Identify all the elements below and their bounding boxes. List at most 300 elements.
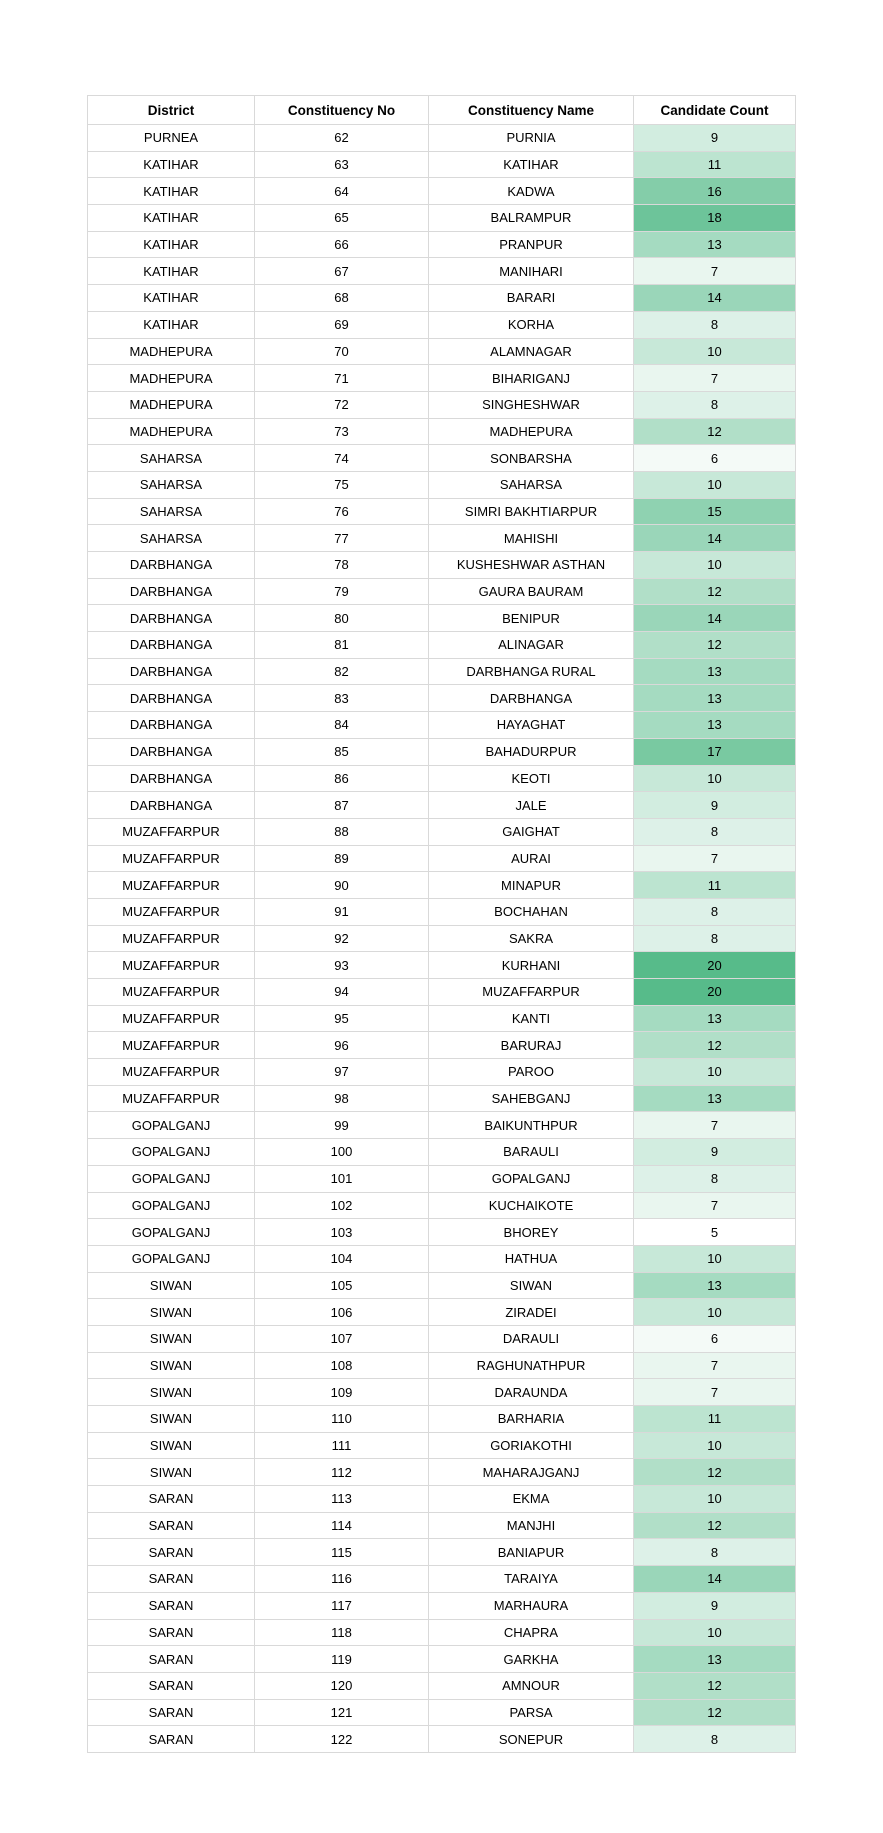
- cell-constituency-no: 99: [255, 1112, 429, 1139]
- table-row: [88, 1539, 796, 1566]
- cell-district: MUZAFFARPUR: [88, 872, 255, 899]
- cell-candidate-count: 10: [634, 1299, 796, 1326]
- cell-district: SARAN: [88, 1512, 255, 1539]
- table-row: [88, 1139, 796, 1166]
- cell-candidate-count: 10: [634, 765, 796, 792]
- constituency-candidate-table: [87, 95, 796, 1753]
- cell-constituency-name: AMNOUR: [429, 1672, 634, 1699]
- cell-district: SARAN: [88, 1672, 255, 1699]
- cell-candidate-count: 8: [634, 898, 796, 925]
- table-row: [88, 952, 796, 979]
- table-row: [88, 1192, 796, 1219]
- cell-constituency-name: HATHUA: [429, 1245, 634, 1272]
- cell-constituency-name: PRANPUR: [429, 231, 634, 258]
- table-row: [88, 445, 796, 472]
- cell-candidate-count: 17: [634, 738, 796, 765]
- cell-constituency-no: 98: [255, 1085, 429, 1112]
- table-row: [88, 1272, 796, 1299]
- cell-constituency-name: ALINAGAR: [429, 632, 634, 659]
- cell-candidate-count: 8: [634, 1726, 796, 1753]
- table-row: [88, 151, 796, 178]
- cell-constituency-name: DARBHANGA RURAL: [429, 658, 634, 685]
- cell-district: SAHARSA: [88, 525, 255, 552]
- cell-candidate-count: 14: [634, 525, 796, 552]
- cell-constituency-name: MUZAFFARPUR: [429, 979, 634, 1006]
- cell-constituency-name: KEOTI: [429, 765, 634, 792]
- cell-district: GOPALGANJ: [88, 1139, 255, 1166]
- table-row: [88, 1459, 796, 1486]
- cell-constituency-no: 70: [255, 338, 429, 365]
- table-row: [88, 1299, 796, 1326]
- table-row: [88, 231, 796, 258]
- cell-constituency-name: DARAULI: [429, 1325, 634, 1352]
- cell-constituency-name: KUCHAIKOTE: [429, 1192, 634, 1219]
- table-row: [88, 1512, 796, 1539]
- cell-constituency-no: 79: [255, 578, 429, 605]
- cell-constituency-name: KATIHAR: [429, 151, 634, 178]
- cell-candidate-count: 13: [634, 1646, 796, 1673]
- cell-candidate-count: 10: [634, 1059, 796, 1086]
- table-row: [88, 1112, 796, 1139]
- cell-constituency-name: SAHARSA: [429, 471, 634, 498]
- cell-constituency-no: 96: [255, 1032, 429, 1059]
- cell-candidate-count: 12: [634, 1672, 796, 1699]
- cell-candidate-count: 10: [634, 471, 796, 498]
- cell-constituency-no: 97: [255, 1059, 429, 1086]
- cell-constituency-no: 83: [255, 685, 429, 712]
- cell-constituency-no: 82: [255, 658, 429, 685]
- cell-candidate-count: 9: [634, 1592, 796, 1619]
- table-row: [88, 1699, 796, 1726]
- cell-district: GOPALGANJ: [88, 1245, 255, 1272]
- cell-constituency-name: EKMA: [429, 1486, 634, 1513]
- cell-district: SIWAN: [88, 1459, 255, 1486]
- cell-constituency-name: BIHARIGANJ: [429, 365, 634, 392]
- cell-candidate-count: 10: [634, 1619, 796, 1646]
- cell-constituency-name: ZIRADEI: [429, 1299, 634, 1326]
- column-header-constituency-no: Constituency No: [255, 96, 429, 125]
- cell-constituency-no: 68: [255, 285, 429, 312]
- cell-constituency-name: DARBHANGA: [429, 685, 634, 712]
- cell-candidate-count: 6: [634, 1325, 796, 1352]
- cell-constituency-no: 64: [255, 178, 429, 205]
- table-row: [88, 792, 796, 819]
- cell-district: SARAN: [88, 1699, 255, 1726]
- cell-constituency-name: HAYAGHAT: [429, 712, 634, 739]
- cell-candidate-count: 14: [634, 605, 796, 632]
- table-row: [88, 471, 796, 498]
- header-row: [88, 96, 796, 125]
- cell-constituency-no: 76: [255, 498, 429, 525]
- cell-district: DARBHANGA: [88, 738, 255, 765]
- cell-constituency-name: KUSHESHWAR ASTHAN: [429, 552, 634, 579]
- cell-district: SARAN: [88, 1539, 255, 1566]
- cell-district: MUZAFFARPUR: [88, 898, 255, 925]
- cell-constituency-name: PURNIA: [429, 125, 634, 152]
- cell-constituency-name: BARHARIA: [429, 1406, 634, 1433]
- table-row: [88, 658, 796, 685]
- column-header-constituency-name: Constituency Name: [429, 96, 634, 125]
- cell-constituency-no: 113: [255, 1486, 429, 1513]
- table-row: [88, 525, 796, 552]
- cell-constituency-name: ALAMNAGAR: [429, 338, 634, 365]
- table-row: [88, 578, 796, 605]
- cell-constituency-no: 112: [255, 1459, 429, 1486]
- cell-candidate-count: 14: [634, 1566, 796, 1593]
- cell-constituency-name: GORIAKOTHI: [429, 1432, 634, 1459]
- cell-constituency-no: 67: [255, 258, 429, 285]
- cell-constituency-no: 111: [255, 1432, 429, 1459]
- cell-constituency-name: MARHAURA: [429, 1592, 634, 1619]
- cell-district: SAHARSA: [88, 498, 255, 525]
- cell-constituency-name: MAHARAJGANJ: [429, 1459, 634, 1486]
- cell-district: MUZAFFARPUR: [88, 925, 255, 952]
- cell-constituency-no: 94: [255, 979, 429, 1006]
- table-row: [88, 338, 796, 365]
- cell-constituency-no: 87: [255, 792, 429, 819]
- cell-constituency-name: KADWA: [429, 178, 634, 205]
- table-row: [88, 1059, 796, 1086]
- cell-district: MUZAFFARPUR: [88, 1032, 255, 1059]
- cell-constituency-no: 104: [255, 1245, 429, 1272]
- cell-constituency-no: 85: [255, 738, 429, 765]
- cell-district: SARAN: [88, 1592, 255, 1619]
- cell-constituency-no: 120: [255, 1672, 429, 1699]
- table-row: [88, 1432, 796, 1459]
- cell-constituency-no: 109: [255, 1379, 429, 1406]
- cell-constituency-name: BARURAJ: [429, 1032, 634, 1059]
- table-header: [88, 96, 796, 125]
- cell-constituency-name: JALE: [429, 792, 634, 819]
- cell-district: MUZAFFARPUR: [88, 1005, 255, 1032]
- cell-constituency-name: GAURA BAURAM: [429, 578, 634, 605]
- table-row: [88, 765, 796, 792]
- cell-district: KATIHAR: [88, 231, 255, 258]
- cell-candidate-count: 7: [634, 1112, 796, 1139]
- cell-constituency-no: 66: [255, 231, 429, 258]
- cell-district: SIWAN: [88, 1352, 255, 1379]
- cell-district: SIWAN: [88, 1379, 255, 1406]
- cell-district: SARAN: [88, 1619, 255, 1646]
- cell-constituency-no: 108: [255, 1352, 429, 1379]
- table-row: [88, 1672, 796, 1699]
- table-row: [88, 391, 796, 418]
- cell-constituency-no: 78: [255, 552, 429, 579]
- cell-district: DARBHANGA: [88, 605, 255, 632]
- table-row: [88, 1005, 796, 1032]
- cell-district: GOPALGANJ: [88, 1165, 255, 1192]
- cell-constituency-name: MAHISHI: [429, 525, 634, 552]
- cell-constituency-no: 116: [255, 1566, 429, 1593]
- cell-candidate-count: 16: [634, 178, 796, 205]
- cell-constituency-no: 119: [255, 1646, 429, 1673]
- cell-constituency-no: 115: [255, 1539, 429, 1566]
- table-row: [88, 498, 796, 525]
- cell-constituency-name: PAROO: [429, 1059, 634, 1086]
- cell-district: SIWAN: [88, 1325, 255, 1352]
- cell-constituency-no: 72: [255, 391, 429, 418]
- table-row: [88, 1379, 796, 1406]
- cell-constituency-name: SAKRA: [429, 925, 634, 952]
- cell-candidate-count: 7: [634, 1352, 796, 1379]
- cell-candidate-count: 10: [634, 1245, 796, 1272]
- cell-constituency-no: 121: [255, 1699, 429, 1726]
- cell-constituency-name: PARSA: [429, 1699, 634, 1726]
- table-row: [88, 1486, 796, 1513]
- cell-constituency-no: 74: [255, 445, 429, 472]
- table-row: [88, 872, 796, 899]
- cell-constituency-name: DARAUNDA: [429, 1379, 634, 1406]
- cell-constituency-no: 100: [255, 1139, 429, 1166]
- cell-candidate-count: 13: [634, 685, 796, 712]
- cell-district: GOPALGANJ: [88, 1192, 255, 1219]
- cell-district: SIWAN: [88, 1272, 255, 1299]
- cell-candidate-count: 13: [634, 712, 796, 739]
- cell-constituency-name: RAGHUNATHPUR: [429, 1352, 634, 1379]
- cell-district: MUZAFFARPUR: [88, 845, 255, 872]
- cell-constituency-name: BAIKUNTHPUR: [429, 1112, 634, 1139]
- cell-district: MADHEPURA: [88, 338, 255, 365]
- cell-district: GOPALGANJ: [88, 1219, 255, 1246]
- cell-constituency-no: 77: [255, 525, 429, 552]
- cell-constituency-name: CHAPRA: [429, 1619, 634, 1646]
- cell-candidate-count: 8: [634, 1539, 796, 1566]
- cell-constituency-no: 62: [255, 125, 429, 152]
- cell-constituency-no: 88: [255, 818, 429, 845]
- cell-district: DARBHANGA: [88, 792, 255, 819]
- cell-constituency-name: SIMRI BAKHTIARPUR: [429, 498, 634, 525]
- cell-constituency-name: BANIAPUR: [429, 1539, 634, 1566]
- cell-candidate-count: 9: [634, 1139, 796, 1166]
- cell-constituency-name: SONBARSHA: [429, 445, 634, 472]
- cell-constituency-no: 91: [255, 898, 429, 925]
- table-body: [88, 125, 796, 1753]
- cell-candidate-count: 8: [634, 1165, 796, 1192]
- cell-district: KATIHAR: [88, 258, 255, 285]
- cell-district: DARBHANGA: [88, 578, 255, 605]
- table-row: [88, 738, 796, 765]
- table-row: [88, 365, 796, 392]
- table-row: [88, 685, 796, 712]
- table-row: [88, 1352, 796, 1379]
- cell-district: SARAN: [88, 1646, 255, 1673]
- table-row: [88, 1085, 796, 1112]
- cell-district: MUZAFFARPUR: [88, 818, 255, 845]
- cell-district: KATIHAR: [88, 151, 255, 178]
- cell-candidate-count: 5: [634, 1219, 796, 1246]
- cell-constituency-no: 110: [255, 1406, 429, 1433]
- cell-constituency-no: 117: [255, 1592, 429, 1619]
- table-row: [88, 1165, 796, 1192]
- cell-constituency-no: 73: [255, 418, 429, 445]
- cell-candidate-count: 7: [634, 1192, 796, 1219]
- cell-candidate-count: 20: [634, 952, 796, 979]
- table-row: [88, 1646, 796, 1673]
- cell-district: MUZAFFARPUR: [88, 1085, 255, 1112]
- cell-candidate-count: 14: [634, 285, 796, 312]
- cell-candidate-count: 10: [634, 1432, 796, 1459]
- cell-constituency-name: SONEPUR: [429, 1726, 634, 1753]
- table-row: [88, 1726, 796, 1753]
- cell-constituency-no: 71: [255, 365, 429, 392]
- cell-constituency-no: 84: [255, 712, 429, 739]
- cell-constituency-no: 69: [255, 311, 429, 338]
- cell-candidate-count: 12: [634, 632, 796, 659]
- cell-candidate-count: 12: [634, 1032, 796, 1059]
- table-row: [88, 712, 796, 739]
- table-row: [88, 1619, 796, 1646]
- cell-candidate-count: 12: [634, 1512, 796, 1539]
- cell-constituency-no: 86: [255, 765, 429, 792]
- table-row: [88, 845, 796, 872]
- cell-constituency-name: SIWAN: [429, 1272, 634, 1299]
- cell-candidate-count: 13: [634, 1085, 796, 1112]
- cell-candidate-count: 7: [634, 365, 796, 392]
- cell-district: KATIHAR: [88, 205, 255, 232]
- column-header-district: District: [88, 96, 255, 125]
- table-row: [88, 605, 796, 632]
- cell-candidate-count: 10: [634, 338, 796, 365]
- cell-constituency-no: 93: [255, 952, 429, 979]
- cell-constituency-name: MADHEPURA: [429, 418, 634, 445]
- cell-district: DARBHANGA: [88, 552, 255, 579]
- cell-candidate-count: 9: [634, 792, 796, 819]
- cell-candidate-count: 13: [634, 1272, 796, 1299]
- cell-constituency-no: 92: [255, 925, 429, 952]
- cell-constituency-no: 95: [255, 1005, 429, 1032]
- cell-district: DARBHANGA: [88, 658, 255, 685]
- cell-candidate-count: 11: [634, 1406, 796, 1433]
- cell-district: DARBHANGA: [88, 765, 255, 792]
- cell-constituency-no: 122: [255, 1726, 429, 1753]
- table-row: [88, 632, 796, 659]
- cell-district: SIWAN: [88, 1299, 255, 1326]
- cell-constituency-name: TARAIYA: [429, 1566, 634, 1593]
- cell-candidate-count: 13: [634, 231, 796, 258]
- cell-candidate-count: 20: [634, 979, 796, 1006]
- cell-candidate-count: 12: [634, 1459, 796, 1486]
- cell-candidate-count: 8: [634, 925, 796, 952]
- cell-district: GOPALGANJ: [88, 1112, 255, 1139]
- cell-district: SIWAN: [88, 1432, 255, 1459]
- cell-district: SAHARSA: [88, 471, 255, 498]
- table-row: [88, 311, 796, 338]
- cell-candidate-count: 18: [634, 205, 796, 232]
- cell-constituency-no: 81: [255, 632, 429, 659]
- cell-candidate-count: 6: [634, 445, 796, 472]
- cell-candidate-count: 12: [634, 578, 796, 605]
- cell-district: SARAN: [88, 1566, 255, 1593]
- cell-candidate-count: 11: [634, 151, 796, 178]
- cell-constituency-no: 106: [255, 1299, 429, 1326]
- cell-candidate-count: 8: [634, 311, 796, 338]
- table-row: [88, 1245, 796, 1272]
- cell-district: MUZAFFARPUR: [88, 979, 255, 1006]
- cell-candidate-count: 12: [634, 1699, 796, 1726]
- table-row: [88, 552, 796, 579]
- cell-candidate-count: 7: [634, 1379, 796, 1406]
- table-row: [88, 125, 796, 152]
- table-row: [88, 1032, 796, 1059]
- cell-constituency-name: GARKHA: [429, 1646, 634, 1673]
- cell-constituency-no: 80: [255, 605, 429, 632]
- cell-candidate-count: 7: [634, 258, 796, 285]
- column-header-candidate-count: Candidate Count: [634, 96, 796, 125]
- cell-candidate-count: 8: [634, 391, 796, 418]
- cell-constituency-no: 114: [255, 1512, 429, 1539]
- cell-constituency-name: BHOREY: [429, 1219, 634, 1246]
- cell-constituency-name: MANIHARI: [429, 258, 634, 285]
- cell-constituency-name: AURAI: [429, 845, 634, 872]
- cell-constituency-no: 105: [255, 1272, 429, 1299]
- cell-district: SARAN: [88, 1486, 255, 1513]
- cell-constituency-name: BARAULI: [429, 1139, 634, 1166]
- cell-constituency-no: 118: [255, 1619, 429, 1646]
- cell-district: KATIHAR: [88, 178, 255, 205]
- table-row: [88, 285, 796, 312]
- cell-constituency-no: 103: [255, 1219, 429, 1246]
- cell-constituency-name: SINGHESHWAR: [429, 391, 634, 418]
- cell-constituency-name: MINAPUR: [429, 872, 634, 899]
- cell-candidate-count: 13: [634, 1005, 796, 1032]
- cell-candidate-count: 12: [634, 418, 796, 445]
- cell-constituency-name: BARARI: [429, 285, 634, 312]
- cell-candidate-count: 13: [634, 658, 796, 685]
- cell-district: KATIHAR: [88, 285, 255, 312]
- cell-constituency-no: 63: [255, 151, 429, 178]
- cell-district: MADHEPURA: [88, 418, 255, 445]
- table-row: [88, 925, 796, 952]
- cell-constituency-name: SAHEBGANJ: [429, 1085, 634, 1112]
- table-row: [88, 818, 796, 845]
- cell-constituency-no: 102: [255, 1192, 429, 1219]
- cell-constituency-name: KORHA: [429, 311, 634, 338]
- cell-constituency-name: KURHANI: [429, 952, 634, 979]
- cell-district: PURNEA: [88, 125, 255, 152]
- cell-constituency-no: 75: [255, 471, 429, 498]
- cell-district: MADHEPURA: [88, 391, 255, 418]
- table-row: [88, 258, 796, 285]
- table-row: [88, 1406, 796, 1433]
- cell-constituency-name: KANTI: [429, 1005, 634, 1032]
- cell-constituency-no: 90: [255, 872, 429, 899]
- constituency-table-container: [87, 95, 795, 1753]
- cell-district: SARAN: [88, 1726, 255, 1753]
- cell-district: DARBHANGA: [88, 685, 255, 712]
- cell-candidate-count: 10: [634, 1486, 796, 1513]
- cell-district: DARBHANGA: [88, 712, 255, 739]
- table-row: [88, 1325, 796, 1352]
- cell-district: SAHARSA: [88, 445, 255, 472]
- cell-constituency-name: MANJHI: [429, 1512, 634, 1539]
- cell-constituency-name: GOPALGANJ: [429, 1165, 634, 1192]
- cell-district: MUZAFFARPUR: [88, 952, 255, 979]
- cell-constituency-no: 89: [255, 845, 429, 872]
- cell-district: SIWAN: [88, 1406, 255, 1433]
- table-row: [88, 205, 796, 232]
- table-row: [88, 418, 796, 445]
- cell-constituency-no: 101: [255, 1165, 429, 1192]
- cell-candidate-count: 10: [634, 552, 796, 579]
- table-row: [88, 1219, 796, 1246]
- cell-constituency-name: BENIPUR: [429, 605, 634, 632]
- cell-district: MADHEPURA: [88, 365, 255, 392]
- cell-district: MUZAFFARPUR: [88, 1059, 255, 1086]
- cell-candidate-count: 8: [634, 818, 796, 845]
- cell-candidate-count: 9: [634, 125, 796, 152]
- table-row: [88, 1566, 796, 1593]
- cell-constituency-no: 107: [255, 1325, 429, 1352]
